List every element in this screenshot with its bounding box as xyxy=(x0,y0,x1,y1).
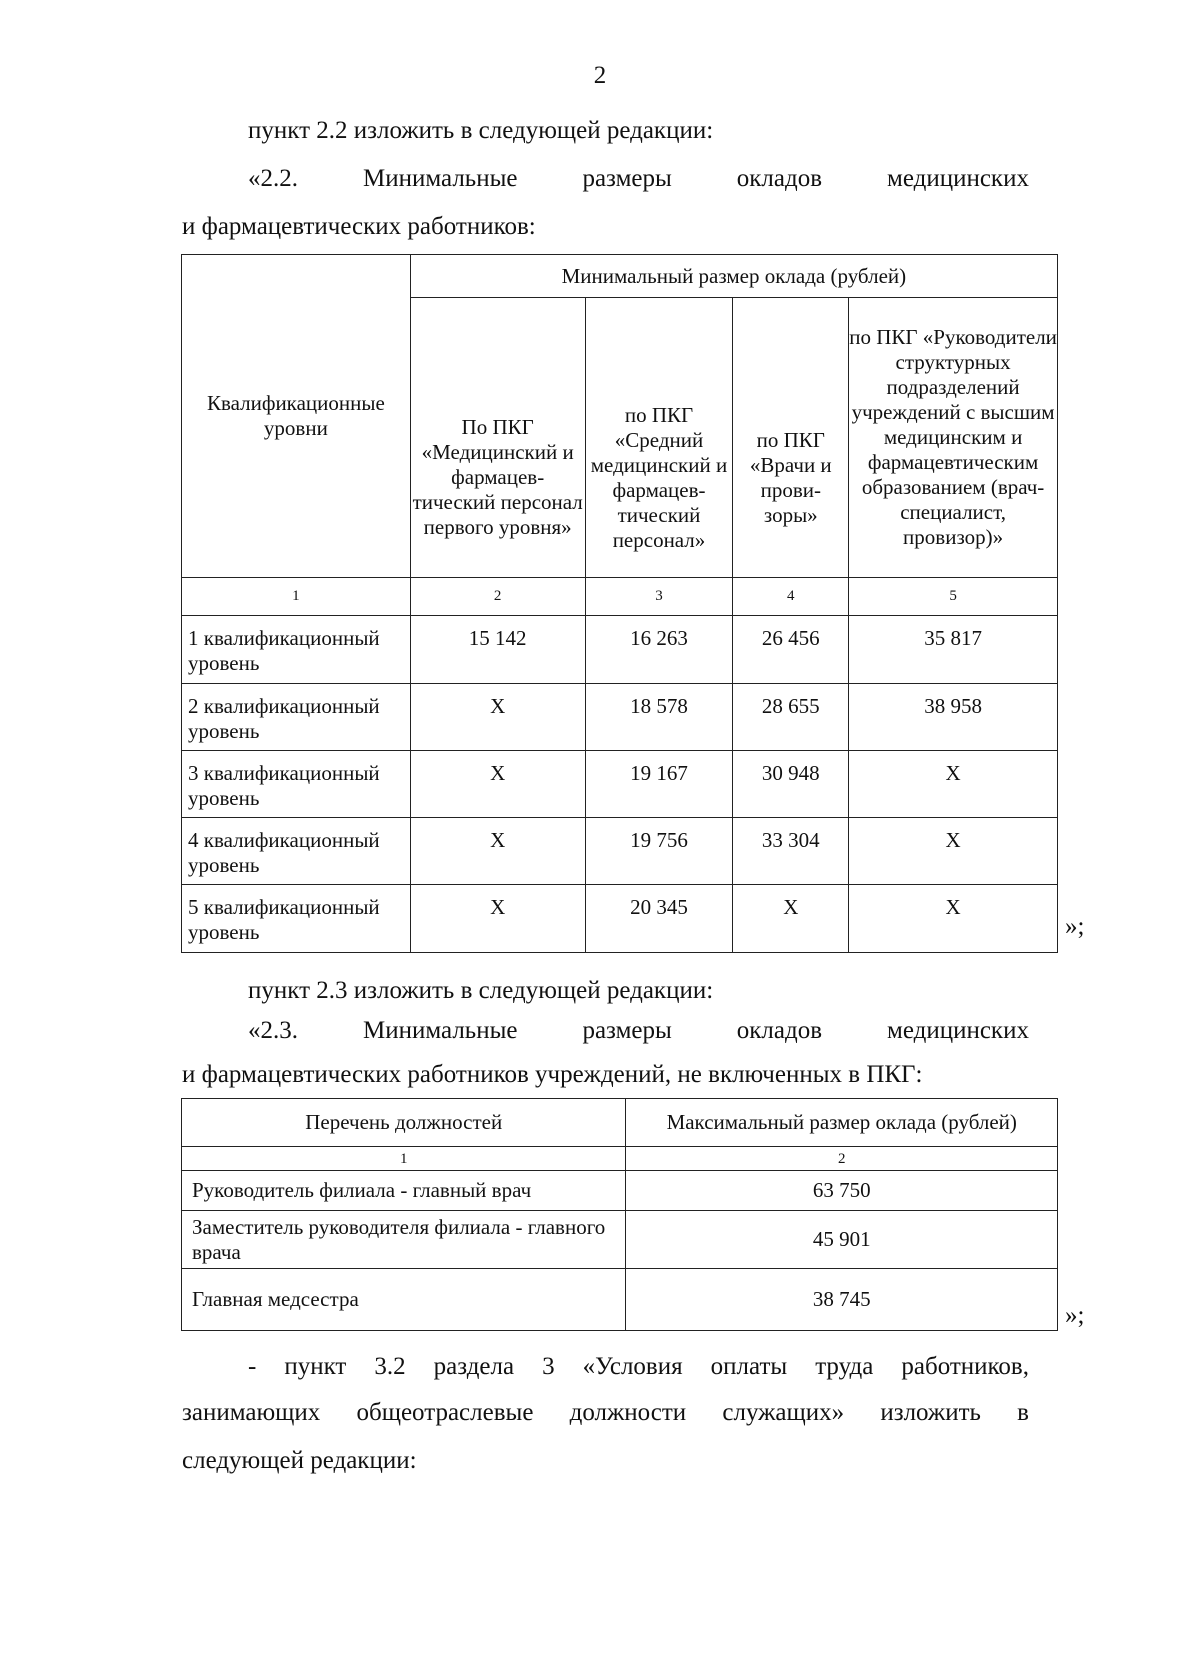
section-2-3-heading-cont: и фармацевтических работников учреждений, не включенных в ПКГ: xyxy=(182,1061,923,1088)
text-word: в xyxy=(1017,1399,1029,1426)
text-word: пункт xyxy=(284,1353,347,1380)
section-2-3-intro: пункт 2.3 изложить в следующей редакции: xyxy=(248,977,714,1004)
page-number: 2 xyxy=(593,62,607,89)
text-word: 3.2 xyxy=(374,1353,406,1380)
salary-value: 18 578 xyxy=(585,684,733,751)
salary-value: 38 958 xyxy=(849,684,1058,751)
table2-closing-quote: »; xyxy=(1065,1302,1085,1329)
salary-value: 26 456 xyxy=(733,616,849,684)
heading-word: окладов xyxy=(736,165,823,192)
salary-value: 16 263 xyxy=(585,616,733,684)
header-positions: Перечень должностей xyxy=(182,1099,626,1147)
heading-word: медицинских xyxy=(887,165,1029,192)
table-row xyxy=(182,684,1058,751)
section-2-2-heading xyxy=(248,164,1029,194)
header-min-salary: Минимальный размер оклада (рублей) xyxy=(410,255,1057,298)
level-label: 1 квалификационный уровень xyxy=(182,616,411,684)
salary-value: 63 750 xyxy=(626,1171,1058,1211)
text-word: 3 xyxy=(542,1353,555,1380)
header-qualification-levels: Квалификационные уровни xyxy=(182,255,411,578)
text-word: - xyxy=(248,1353,257,1380)
level-label: 4 квалификационный уровень xyxy=(182,818,411,885)
text-word: оплаты xyxy=(710,1353,788,1380)
heading-word: размеры xyxy=(582,165,672,192)
column-number: 4 xyxy=(733,578,849,616)
salary-value: 15 142 xyxy=(410,616,585,684)
salary-value: X xyxy=(849,818,1058,885)
text-word: служащих» xyxy=(722,1399,845,1426)
text-word: раздела xyxy=(433,1353,515,1380)
heading-word: Минимальные xyxy=(362,165,518,192)
salary-value: X xyxy=(410,885,585,953)
column-number: 2 xyxy=(626,1147,1058,1171)
table-row xyxy=(182,751,1058,818)
section-2-3-heading xyxy=(248,1016,1029,1046)
text-word: занимающих xyxy=(182,1399,321,1426)
salary-value: 33 304 xyxy=(733,818,849,885)
heading-word: «2.2. xyxy=(248,165,298,192)
salary-value: 35 817 xyxy=(849,616,1058,684)
table-row xyxy=(182,818,1058,885)
text-word: работников, xyxy=(901,1353,1029,1380)
salary-table-pkg xyxy=(181,254,1058,953)
section-3-2-line1 xyxy=(248,1352,1029,1382)
column-number: 1 xyxy=(182,1147,626,1171)
section-2-2-intro: пункт 2.2 изложить в следующей редакции: xyxy=(248,117,714,144)
salary-value: 19 167 xyxy=(585,751,733,818)
position-label: Руководитель филиала - главный врач xyxy=(182,1171,626,1211)
salary-value: 30 948 xyxy=(733,751,849,818)
column-number: 3 xyxy=(585,578,733,616)
column-number: 1 xyxy=(182,578,411,616)
table-row xyxy=(182,885,1058,953)
salary-table-non-pkg xyxy=(181,1098,1058,1331)
header-pkg-4: по ПКГ «Руководители структурных подразделений учреждений с высшим медицинским и фармацевтическим образованием (врач-специалист, провизор)» xyxy=(849,298,1058,578)
position-label: Заместитель руководителя филиала - главного врача xyxy=(182,1211,626,1269)
salary-value: 28 655 xyxy=(733,684,849,751)
heading-word: размеры xyxy=(582,1017,672,1044)
salary-value: X xyxy=(849,751,1058,818)
text-word: должности xyxy=(569,1399,687,1426)
level-label: 2 квалификационный уровень xyxy=(182,684,411,751)
header-pkg-2: по ПКГ «Средний медицинский и фармацев- тический персонал» xyxy=(585,298,733,578)
salary-value: 45 901 xyxy=(626,1211,1058,1269)
table-row xyxy=(182,1211,1058,1269)
salary-value: X xyxy=(410,751,585,818)
salary-value: 20 345 xyxy=(585,885,733,953)
salary-value: X xyxy=(849,885,1058,953)
salary-value: 38 745 xyxy=(626,1269,1058,1331)
heading-word: медицинских xyxy=(887,1017,1029,1044)
level-label: 3 квалификационный уровень xyxy=(182,751,411,818)
header-pkg-1: По ПКГ «Медицинский и фармацев- тический персонал первого уровня» xyxy=(410,298,585,578)
text-word: общеотраслевые xyxy=(356,1399,534,1426)
column-number: 2 xyxy=(410,578,585,616)
section-2-2-heading-cont: и фармацевтических работников: xyxy=(182,213,536,240)
heading-word: Минимальные xyxy=(362,1017,518,1044)
header-pkg-3: по ПКГ «Врачи и прови- зоры» xyxy=(733,298,849,578)
column-number: 5 xyxy=(849,578,1058,616)
salary-value: X xyxy=(410,684,585,751)
text-word: труда xyxy=(815,1353,874,1380)
table-row xyxy=(182,616,1058,684)
position-label: Главная медсестра xyxy=(182,1269,626,1331)
section-3-2-line3: следующей редакции: xyxy=(182,1447,417,1474)
header-max-salary: Максимальный размер оклада (рублей) xyxy=(626,1099,1058,1147)
section-3-2-line2 xyxy=(182,1398,1029,1428)
heading-word: «2.3. xyxy=(248,1017,298,1044)
table1-closing-quote: »; xyxy=(1065,913,1085,940)
heading-word: окладов xyxy=(736,1017,823,1044)
level-label: 5 квалификационный уровень xyxy=(182,885,411,953)
table-row xyxy=(182,1269,1058,1331)
salary-value: 19 756 xyxy=(585,818,733,885)
salary-value: X xyxy=(410,818,585,885)
salary-value: X xyxy=(733,885,849,953)
table-row xyxy=(182,1171,1058,1211)
text-word: изложить xyxy=(880,1399,981,1426)
text-word: «Условия xyxy=(582,1353,683,1380)
